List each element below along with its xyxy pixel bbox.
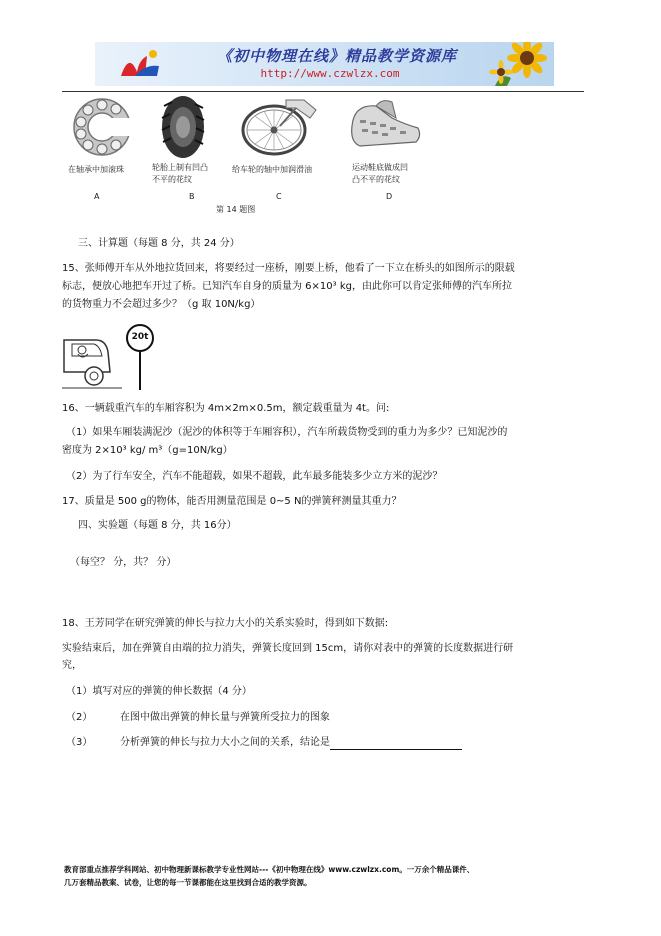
- q15-line-3: 的货物重力不会超过多少？（g 取 10N/kg）: [62, 299, 261, 310]
- header-banner: [95, 42, 554, 86]
- figure-d-letter: D: [386, 192, 393, 201]
- q15-line-1: 15、张师傅开车从外地拉货回来，将要经过一座桥，刚要上桥，他看了一下立在桥头的如图所示的限载: [62, 263, 515, 274]
- q16-sub1-line-2: 密度为 2×10³ kg/ m³（g=10N/kg）: [62, 445, 233, 456]
- q18-sub3-number: （3）: [66, 737, 93, 748]
- load-limit-sign-text: 20t: [131, 332, 149, 342]
- figure-a-image: [66, 94, 136, 160]
- figure-b-caption: 轮胎上制有凹凸 不平的花纹: [152, 163, 208, 184]
- q18-sub2-number: （2）: [66, 712, 93, 723]
- q16-line-1: 16、一辆载重汽车的车厢容积为 4m×2m×0.5m，额定载重量为 4t。问:: [62, 403, 390, 414]
- sunflower-icon: [487, 42, 554, 86]
- q16-sub2: （2）为了行车安全，汽车不能超载，如果不超载，此车最多能装多少立方米的泥沙？: [66, 471, 443, 482]
- q16-sub1-line-1: （1）如果车厢装满泥沙（泥沙的体积等于车厢容积），汽车所载货物受到的重力为多少？已知泥沙的: [66, 427, 508, 438]
- figure-a-letter: A: [94, 192, 100, 201]
- q18-sub3: [120, 736, 462, 750]
- answer-blank-line: [330, 739, 462, 750]
- q18-sub2-text: 在图中做出弹簧的伸长量与弹簧所受拉力的图象: [120, 712, 330, 723]
- ball-bearing-icon: [66, 94, 136, 160]
- sneaker-sole-icon: [346, 96, 424, 158]
- q15-figure: [62, 322, 162, 390]
- figure-b-letter: B: [189, 192, 195, 201]
- q18-line-2: 实验结束后，加在弹簧自由端的拉力消失，弹簧长度回到 15cm，请你对表中的弹簧的长度数据进行研: [62, 643, 514, 654]
- figure-d-caption: 运动鞋底做成凹 凸不平的花纹: [352, 163, 408, 184]
- footer-line-1: 教育部重点推荐学科网站、初中物理新课标教学专业性网站---《初中物理在线》www.czwlzx.com。一万余个精品课件、: [64, 865, 475, 874]
- figure-c-letter: C: [276, 192, 282, 201]
- figure-c-caption: 给车轮的轴中加润滑油: [232, 165, 312, 174]
- q18-line-3: 究，: [62, 660, 82, 671]
- footer-line-2: 几万套精品教案、试卷，让您的每一节课都能在这里找到合适的教学资源。: [64, 878, 312, 887]
- section-4-note: （每空？ 分，共？ 分）: [70, 557, 177, 568]
- header-rule: [62, 91, 584, 92]
- figure-14-title: 第 14 题图: [216, 205, 256, 214]
- banner-title: 《初中物理在线》精品教学资源库: [216, 47, 457, 65]
- q18-line-1: 18、王芳同学在研究弹簧的伸长与拉力大小的关系实验时，得到如下数据:: [62, 618, 389, 629]
- figure-c-image: [238, 96, 322, 158]
- figure-b-image: [160, 94, 206, 160]
- q17-text: 17、质量是 500 g的物体，能否用测量范围是 0~5 N的弹簧秤测量其重力？: [62, 496, 402, 507]
- banner-url: http://www.czwlzx.com: [260, 67, 400, 80]
- bicycle-wheel-icon: [238, 96, 322, 158]
- figure-a-caption: 在轴承中加滚珠: [68, 165, 124, 174]
- section-4-heading: 四、实验题（每题 8 分，共 16分）: [78, 520, 237, 531]
- q18-sub1: （1）填写对应的弹簧的伸长数据（4 分）: [66, 686, 252, 697]
- q18-sub3-text: 分析弹簧的伸长与拉力大小之间的关系，结论是: [120, 737, 330, 748]
- section-3-heading: 三、计算题（每题 8 分，共 24 分）: [78, 238, 240, 249]
- tire-icon: [160, 94, 206, 160]
- q15-line-2: 标志，便放心地把车开过了桥。已知汽车自身的质量为 6×10³ kg，由此你可以肯定张师傅的汽车所拉: [62, 281, 512, 292]
- figure-d-image: [346, 96, 424, 158]
- site-logo-icon: [115, 46, 165, 82]
